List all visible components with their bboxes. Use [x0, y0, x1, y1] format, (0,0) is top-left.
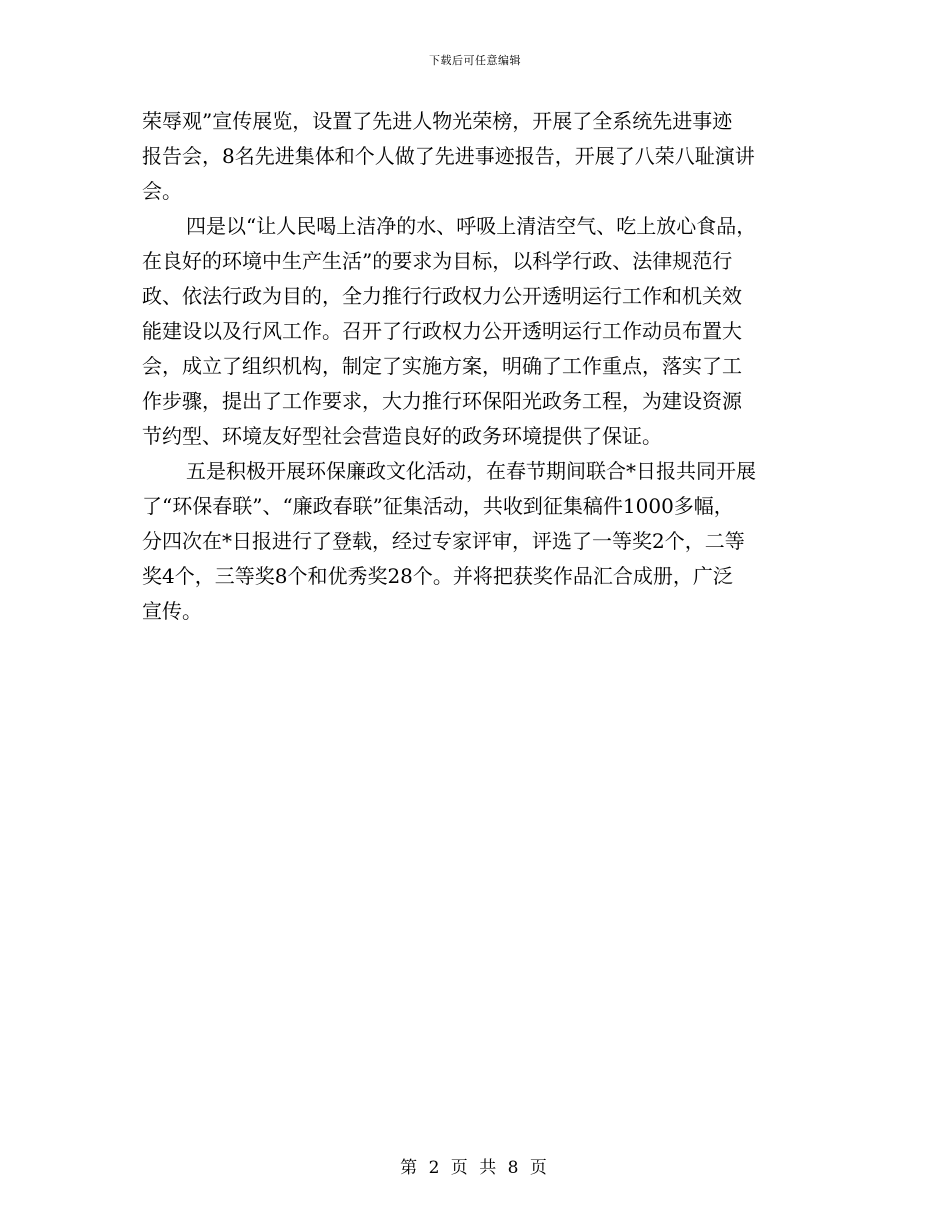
text-line: 能建设以及行风工作。召开了行政权力公开透明运行工作动员布置大 [142, 319, 742, 343]
text-line: 荣辱观”宣传展览，设置了先进人物光荣榜，开展了全系统先进事迹 [142, 109, 733, 133]
text-line: 奖4个，三等奖8个和优秀奖28个。并将把获奖作品汇合成册，广泛 [142, 564, 733, 588]
text-line: 分四次在*日报进行了登载，经过专家评审，评选了一等奖2个，二等 [142, 529, 745, 553]
paragraph-start-line: 五是积极开展环保廉政文化活动，在春节期间联合*日报共同开展 [186, 459, 756, 483]
text-line: 政、依法行政为目的，全力推行行政权力公开透明运行工作和机关效 [142, 284, 742, 308]
text-line: 报告会，8名先进集体和个人做了先进事迹报告，开展了八荣八耻演讲 [142, 144, 755, 168]
page-header: 下载后可任意编辑 [429, 54, 521, 67]
paragraph-start-line: 四是以“让人民喝上洁净的水、呼吸上清洁空气、吃上放心食品， [186, 214, 757, 238]
text-line: 会。 [142, 179, 182, 203]
text-line: 作步骤，提出了工作要求，大力推行环保阳光政务工程，为建设资源 [142, 389, 742, 413]
text-line: 宣传。 [142, 599, 202, 623]
text-line: 了“环保春联”、“廉政春联”征集活动，共收到征集稿件1000多幅， [142, 494, 734, 518]
text-line: 会，成立了组织机构，制定了实施方案，明确了工作重点，落实了工 [142, 354, 742, 378]
text-line: 在良好的环境中生产生活”的要求为目标，以科学行政、法律规范行 [142, 249, 733, 273]
document-body [142, 104, 810, 629]
text-line: 节约型、环境友好型社会营造良好的政务环境提供了保证。 [142, 424, 662, 448]
page-number-footer: 第 2 页 共 8 页 [400, 1158, 550, 1178]
